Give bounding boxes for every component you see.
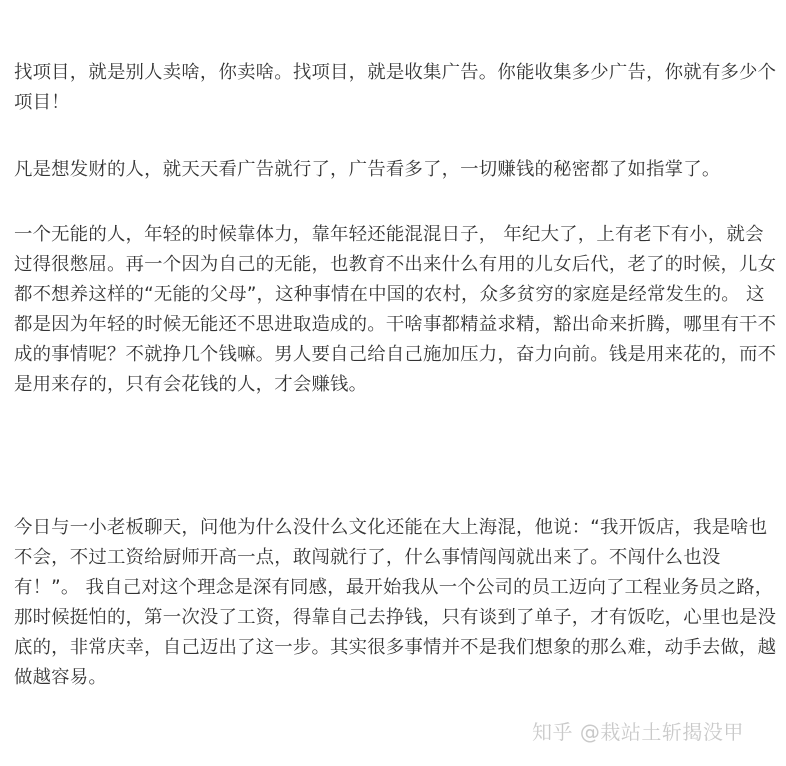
paragraph-4: 今日与一小老板聊天，问他为什么没什么文化还能在大上海混，他说：“我开饭店，我是啥也不会，不过工资给厨师开高一点，敢闯就行了，什么事情闯闯就出来了。不闯什么也没有！”。 我自己对这个理念是深有同感，最开始我从一个公司的员工迈向了工程业务员之路，那时候挺怕的，第一次没了工资，得靠自己去挣钱，只有谈到了单子，才有饭吃，心里也是没底的，非常庆幸，自己迈出了这一步。其实很多事情并不是我们想象的那么难，动手去做，越做越容易。 — [14, 517, 777, 688]
zhihu-watermark: 知乎 @栽站土斩揭没甲 — [532, 720, 744, 744]
paragraph-2: 凡是想发财的人，就天天看广告就行了，广告看多了，一切赚钱的秘密都了如指掌了。 — [14, 159, 721, 180]
paragraph-1: 找项目，就是别人卖啥，你卖啥。找项目，就是收集广告。你能收集多少广告，你就有多少个项目！ — [14, 62, 777, 113]
paragraph-3: 一个无能的人，年轻的时候靠体力，靠年轻还能混混日子， 年纪大了，上有老下有小，就会过得很憋屈。再一个因为自己的无能，也教育不出来什么有用的儿女后代，老了的时候，儿女都不想养这样的“无能的父母”，这种事情在中国的农村，众多贫穷的家庭是经常发生的。 这都是因为年轻的时候无能还不思进取造成的。干啥事都精益求精，豁出命来折腾，哪里有干不成的事情呢？不就挣几个钱嘛。男人要自己给自己施加压力，奋力向前。钱是用来花的，而不是用来存的，只有会花钱的人，才会赚钱。 — [14, 224, 777, 395]
